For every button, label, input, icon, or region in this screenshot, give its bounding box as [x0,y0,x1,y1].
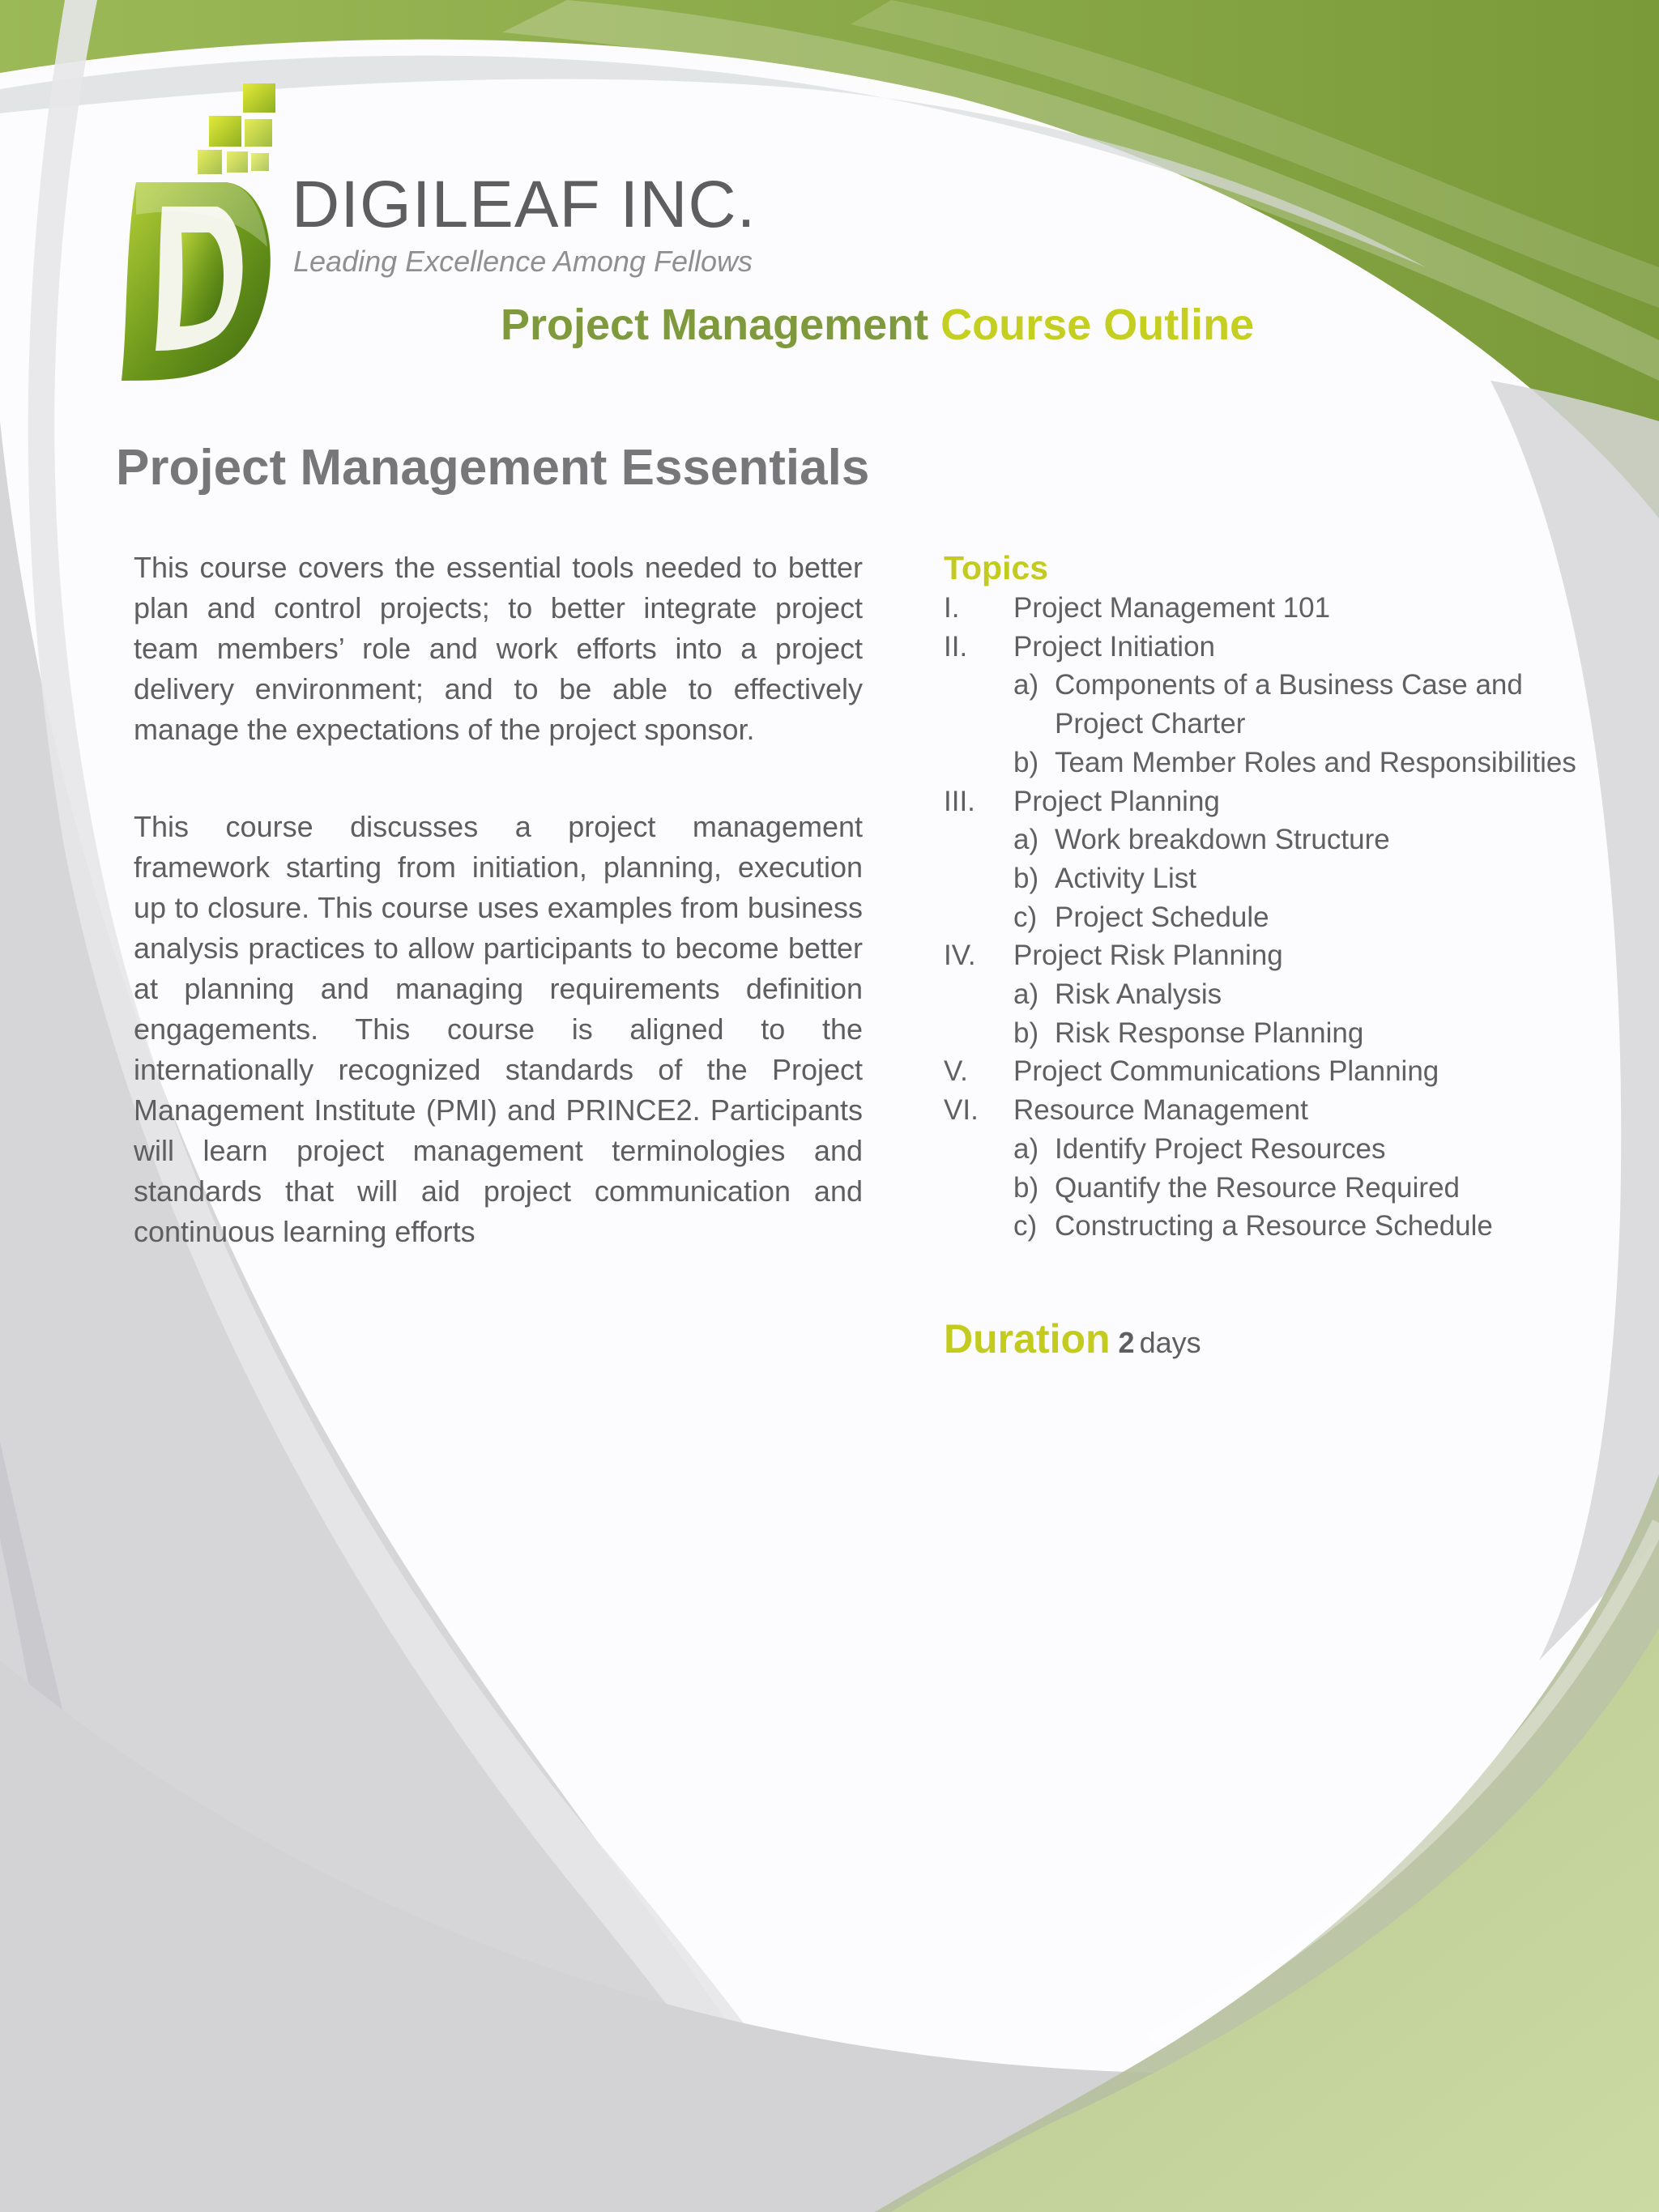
topic-numeral: I. [944,592,960,624]
description-paragraph: This course covers the essential tools needed to better plan and control projects; to better integrate project team members’ role and work efforts into a project delivery environment; and to be able to effectively manage the expectations of the project sponsor. [134,551,863,746]
subtopic-item [1013,898,1608,937]
course-duration [944,1316,1201,1362]
topic-item [944,589,1608,628]
subtopic-label: Team Member Roles and Responsibilities [1055,746,1576,778]
subtopic-label: Risk Analysis [1055,978,1222,1011]
topic-label: Project Initiation [1013,630,1216,663]
subtopic-letter: a) [1013,1132,1039,1165]
description-paragraph: This course discusses a project management framework starting from initiation, planning, execution up to closure. This course uses examples from business analysis practices to allow participants to become better at planning and managing requirements definition engagements. This course is aligned to the internationally recognized standards of the Project Management Institute (PMI) and PRINCE2. Participants will learn project management terminologies and standards that will aid project communication and continuous learning efforts [134,810,863,1248]
topic-numeral: III. [944,785,975,817]
topics-heading: Topics [944,549,1049,586]
subtopic-label: Work breakdown Structure [1055,824,1390,856]
topic-numeral: IV. [944,940,976,972]
subtopic-item [1013,859,1608,898]
company-tagline: Leading Excellence Among Fellows [293,245,753,278]
subtopic-letter: c) [1013,1210,1038,1242]
topic-label: Project Management 101 [1013,592,1331,624]
subtopic-letter: a) [1013,978,1039,1011]
subtopic-letter: b) [1013,1171,1039,1204]
topic-item [944,1091,1608,1130]
subtopic-letter: a) [1013,669,1039,701]
subtopic-letter: b) [1013,746,1039,778]
subtopic-item [1013,820,1608,859]
subtopic-label: Components of a Business Case and [1055,669,1523,701]
subtopic-label: Risk Response Planning [1055,1016,1364,1049]
topic-item [944,628,1608,667]
course-description [134,548,863,1252]
topic-numeral: II. [944,630,968,663]
topic-numeral: VI. [944,1094,979,1127]
subtopic-label: Identify Project Resources [1055,1132,1386,1165]
duration-unit: days [1139,1326,1201,1359]
topic-label: Project Communications Planning [1013,1055,1439,1088]
outline-title-part1: Project Management [501,300,929,349]
subtopic-item [1013,1130,1608,1169]
subtopic-item [1013,1169,1608,1208]
duration-label: Duration [944,1316,1111,1362]
topic-item [944,782,1608,821]
subtopic-letter: a) [1013,824,1039,856]
subtopic-label: Project Schedule [1055,901,1269,933]
topic-item [944,936,1608,975]
outline-title-part2: Course Outline [940,300,1255,349]
subtopic-label: Quantify the Resource Required [1055,1171,1460,1204]
topic-numeral: V. [944,1055,968,1088]
course-title: Project Management Essentials [116,440,870,496]
topics-section [944,548,1608,1246]
digileaf-logo-icon [113,77,292,385]
subtopic-label-continued: Project Charter [1055,708,1246,740]
subtopic-item [1013,1207,1608,1246]
company-name: DIGILEAF INC. [292,168,757,241]
subtopic-item [1013,744,1608,782]
course-outline-title [501,300,1254,350]
topic-label: Project Planning [1013,785,1220,817]
subtopic-item [1013,975,1608,1014]
subtopic-letter: b) [1013,1016,1039,1049]
subtopic-item [1013,666,1608,743]
subtopic-label: Constructing a Resource Schedule [1055,1210,1493,1242]
topic-label: Project Risk Planning [1013,940,1283,972]
subtopic-letter: b) [1013,862,1039,894]
topic-item [944,1052,1608,1091]
subtopic-label: Activity List [1055,862,1197,894]
topic-label: Resource Management [1013,1094,1308,1127]
subtopic-item [1013,1014,1608,1053]
duration-number: 2 [1118,1326,1135,1359]
subtopic-letter: c) [1013,901,1038,933]
